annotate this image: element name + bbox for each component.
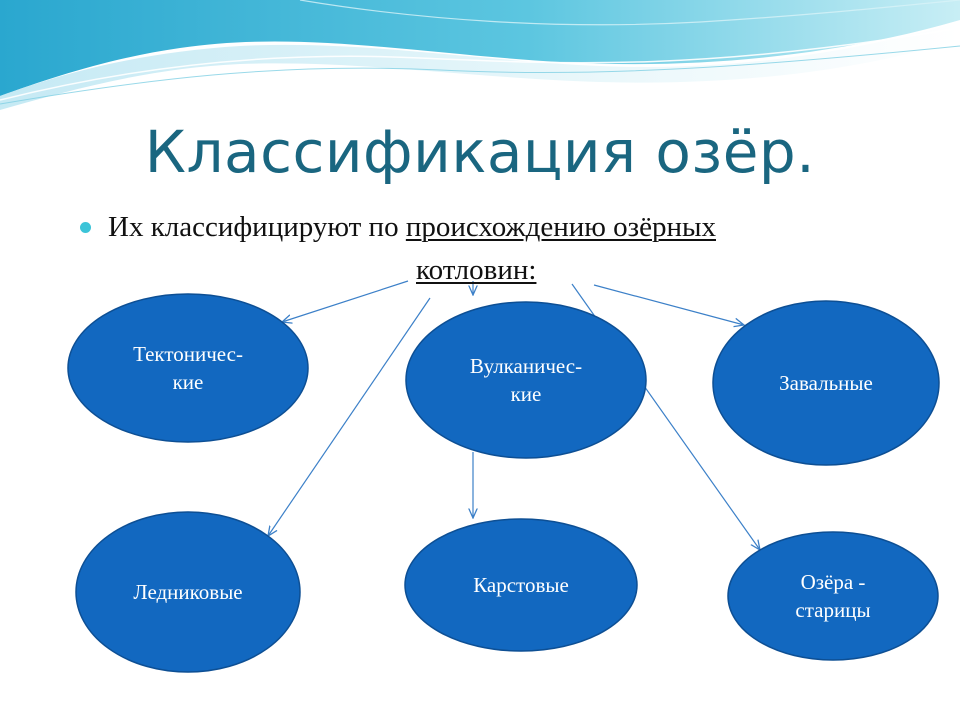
bullet-text-plain: Их классифицируют по [108,211,406,243]
header-wave-decoration [0,0,960,110]
node-karst-label: Карстовые [473,573,569,597]
slide-title: Классификация озёр. [144,118,816,186]
bullet-text-line-1 [108,211,716,244]
bullet-icon [80,222,91,233]
bullet-text-line-2 [416,254,536,287]
connector-to-tectonic [282,281,408,322]
node-tectonic-label: Тектоничес- кие [133,342,243,394]
node-glacial-label: Ледниковые [133,580,243,604]
node-volcanic-label: Вулканичес- кие [469,354,583,406]
bullet-text-underlined-2: котловин: [416,254,537,286]
node-oxbow-label: Озёра - старицы [795,570,871,622]
connector-to-landslide [594,285,744,325]
node-landslide-label: Завальные [779,371,873,395]
bullet-text-underlined-1: происхождению озёрных [405,211,716,243]
